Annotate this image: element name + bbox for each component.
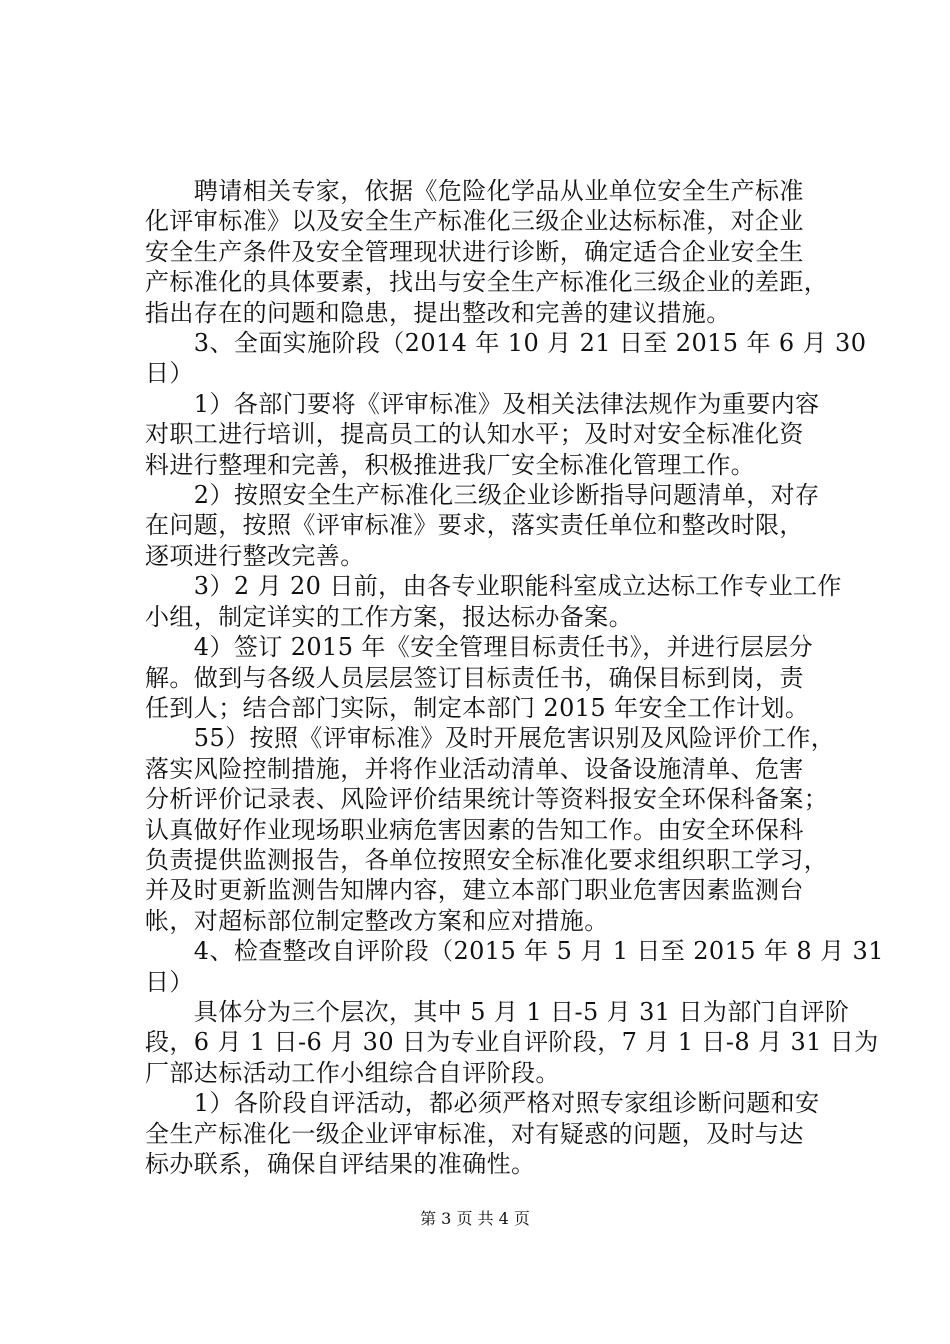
text-line: 落实风险控制措施，并将作业活动清单、设备设施清单、危害 (145, 755, 804, 783)
text-line: 1）各阶段自评活动，都必须严格对照专家组诊断问题和安 (145, 1089, 820, 1117)
text-line: 在问题，按照《评审标准》要求，落实责任单位和整改时限， (145, 511, 804, 539)
text-line: 日） (145, 968, 194, 996)
text-line: 3）2 月 20 日前，由各专业职能科室成立达标工作专业工作 (145, 572, 842, 600)
text-line: 解。做到与各级人员层层签订目标责任书，确保目标到岗，责 (145, 664, 804, 692)
text-line: 对职工进行培训，提高员工的认知水平；及时对安全标准化资 (145, 420, 804, 448)
text-line: 具体分为三个层次，其中 5 月 1 日-5 月 31 日为部门自评阶 (145, 998, 850, 1026)
text-line: 逐项进行整改完善。 (145, 542, 365, 570)
text-line: 负责提供监测报告，各单位按照安全标准化要求组织职工学习， (145, 846, 829, 874)
text-line: 帐，对超标部位制定整改方案和应对措施。 (145, 907, 609, 935)
text-line: 认真做好作业现场职业病危害因素的告知工作。由安全环保科 (145, 816, 804, 844)
text-line: 并及时更新监测告知牌内容，建立本部门职业危害因素监测台 (145, 876, 804, 904)
text-line: 产标准化的具体要素，找出与安全生产标准化三级企业的差距， (145, 268, 829, 296)
text-line: 任到人；结合部门实际，制定本部门 2015 年安全工作计划。 (145, 694, 810, 722)
text-line: 55）按照《评审标准》及时开展危害识别及风险评价工作， (145, 724, 836, 752)
text-line: 安全生产条件及安全管理现状进行诊断，确定适合企业安全生 (145, 238, 804, 266)
text-line: 料进行整理和完善，积极推进我厂安全标准化管理工作。 (145, 451, 755, 479)
page-footer: 第 3 页 共 4 页 (420, 1209, 530, 1228)
text-line: 化评审标准》以及安全生产标准化三级企业达标标准，对企业 (145, 207, 804, 235)
text-line: 指出存在的问题和隐患，提出整改和完善的建议措施。 (145, 299, 731, 327)
text-line: 3、全面实施阶段（2014 年 10 月 21 日至 2015 年 6 月 30 (145, 329, 867, 357)
text-line: 全生产标准化一级企业评审标准，对有疑惑的问题，及时与达 (145, 1120, 804, 1148)
text-line: 1）各部门要将《评审标准》及相关法律法规作为重要内容 (145, 390, 820, 418)
text-line: 厂部达标活动工作小组综合自评阶段。 (145, 1059, 560, 1087)
text-line: 日） (145, 359, 194, 387)
text-line: 2）按照安全生产标准化三级企业诊断指导问题清单，对存 (145, 481, 820, 509)
text-line: 小组，制定详实的工作方案，报达标办备案。 (145, 603, 633, 631)
text-line: 4、检查整改自评阶段（2015 年 5 月 1 日至 2015 年 8 月 31 (145, 937, 884, 965)
text-line: 段，6 月 1 日-6 月 30 日为专业自评阶段，7 月 1 日-8 月 31 日为 (145, 1028, 879, 1056)
text-line: 分析评价记录表、风险评价结果统计等资料报安全环保科备案； (145, 785, 829, 813)
text-line: 4）签订 2015 年《安全管理目标责任书》，并进行层层分 (145, 633, 814, 661)
text-line: 标办联系，确保自评结果的准确性。 (145, 1150, 536, 1178)
text-line: 聘请相关专家，依据《危险化学品从业单位安全生产标准 (145, 177, 804, 205)
